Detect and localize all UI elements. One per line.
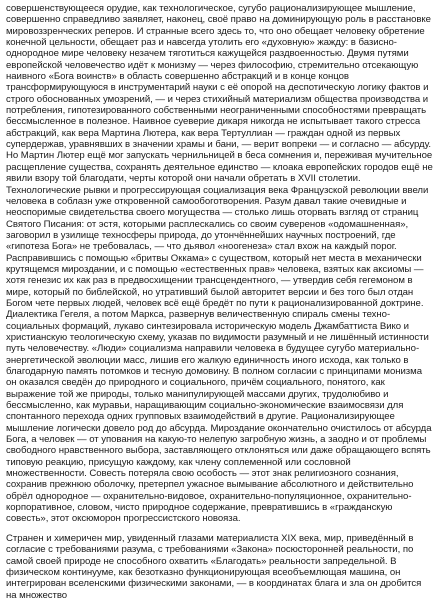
body-paragraph-2: Странен и химеричен мир, увиденный глазами материалиста XIX века, мир, приведённый в согласие с требованиями разума, с требованиями «Закона» посюсторонней реальности, по самой своей природе не способного охватить «Благодать» реальности запредельной. В физическом континууме, как безотказно функционирующая всеобъемлющая машина, он интегрирован вселенскими физическими законами, — в координатах блага и зла он дробится на множество xyxy=(6,532,422,601)
body-paragraph-1: совершенствующееся орудие, как технологическое, сугубо рационализирующее мышление, совершенно справедливо заявляет, наконец, своё право на доминирующую роль в расстановке мировоззренческих реперов. И странные всего здесь то, что оно обещает человеку обретение конечной цельности, обещает раз и навсегда утолить его «духовную» жажду: в базисно-однородное мире человеку незачем тяготиться кажущейся раздвоенностью. Двумя путями европейской человечество идёт к монизму — через философию, стремительно отсекающую наивного «Бога воинств» в область совершенно абстракций и в конце концов трансформирующуюся в инструментарий науки с её опорой на деспотическую логику фактов и строго обоснованных умозрений, — и через стихийный материализм общества производства и потребления, гипотезированного собственными неограниченными способностями превращать бессмысленное в полезное. Наивное суеверие дикаря никогда не испытывает такого стресса абстракций, как вера Мартина Лютера, как вера Тертуллиан — граждан одной из первых супердержав, уравнявших в значении храмы и бани, — верит вопреки — и согласно — абсурду. Но Мартин Лютер ещё мог запускать чернильницей в беса сомнения и, переживая мучительное расщепление существа, сохранять деятельное единство — клоака европейских городов ещё не явили взору той благодати, черты которой они начали обретать в XVII столетии. Технологические рывки и прогрессирующая социализация века Французской революции ввели человека в соблазн уже откровенной самообоготворения. Разум давал такие очевидные и неоспоримые свидетельства своего могущества — столько лишь оторвать взгляд от страниц Святого Писания: от эстя, которыми расплескались со своим суверенов «одомашненная», заговорил в узилище техносферы природа, до утончённейших научных построений, где «гипотеза Бога» не требовалась, — что дьявол «ноогенеза» стал вхож на каждый порог. Расправившись с помощью «бритвы Оккама» с существом, который нет места в механически крутящемся мироздании, и с помощью «естественных прав» человека, взятых как аксиомы — хотя генезис их как раз в предвосхищении трансцендентного, — утвердив себя гегемоном в мире, который по библейской, но утративший былой авторитет версии и без того был отдан Богом чете первых людей, человек всё ещё бредёт по пути к рационализированной доктрине. Диалектика Гегеля, а потом Маркса, развернув величественную спираль смены техно-социальных формаций, лукаво синтезировала историческую модель Джамбаттиста Вико и христианскую теологическую схему, указав по видимости разумный и не лишённый истинности путь человечеству. «Люди» социализма направили человека в будущее сугубо материально-энергетической эволюции масс, лишив его жалкую единичность иного исхода, как только в благодарную память потомков и тесную домовину. В полном согласии с принципами монизма он оказался сведён до природного и социального, причём социального, понятого, как выражение той же природы, только манипулирующей массами других, трудолюбиво и бессмысленно, как муравьи, наращивающим социально-экономические взаимосвязи для спонтанного перехода одних групповых взаимодействий в другие. Рационализирующее мышление логически довело род до абсурда. Мироздание окончательно очистилось от абсурда Бога, а человек — от упования на какую-то нелепую загробную жизнь, а заодно и от проблемы свободного нравственного выбора, заставляющего отклоняться или даже обращающего вспять типовую реакцию, присущую каждому, как члену соплеменной или сословной множественности. Совесть потеряла свою особость — этот знак религиозного сознания, сохранив прежнюю оболочку, претерпел ужасное вымывание абсолютного и действительно обрёл однородное — охранительно-видовое, охранительно-популяционное, охранительно-корпоративное, словом, чисто природное содержание, превратившись в «гражданскую совесть», этот оксюморон прогрессистского новояза. xyxy=(6,3,433,525)
document-page xyxy=(6,3,434,601)
